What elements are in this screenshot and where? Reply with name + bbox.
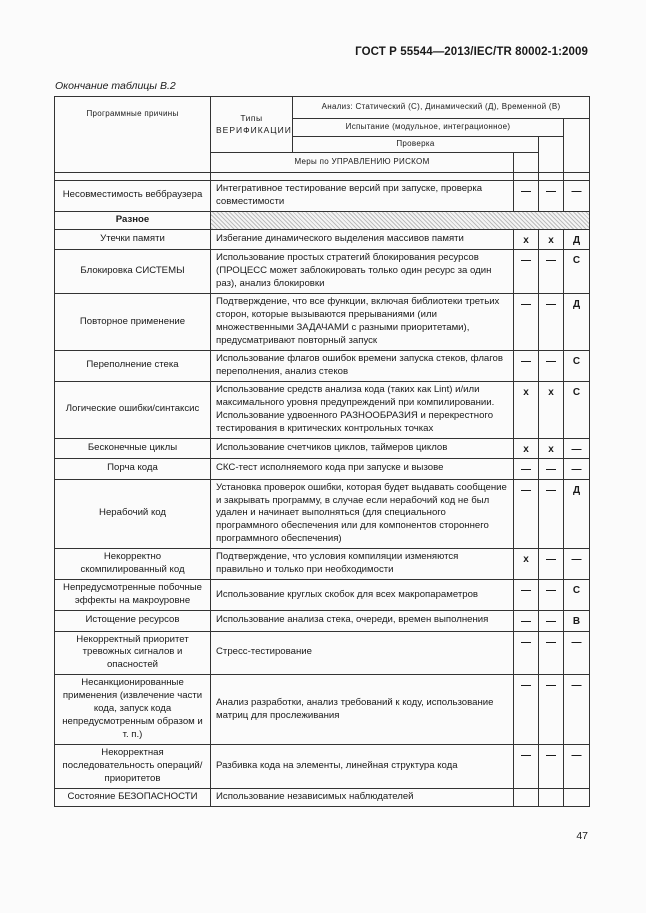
header-causes: Программные причины <box>55 97 211 173</box>
measure-cell: Анализ разработки, анализ требований к коду, использование матриц для прослеживания <box>211 675 514 745</box>
mark-cell-c2: — <box>539 479 564 549</box>
measure-cell: Использование круглых скобок для всех макропараметров <box>211 580 514 611</box>
mark-cell-c1: — <box>514 459 539 480</box>
mark-cell-c3: С <box>564 580 590 611</box>
measure-cell: Использование анализа стека, очереди, времен выполнения <box>211 611 514 632</box>
cause-cell: Блокировка СИСТЕМЫ <box>55 250 211 294</box>
table-row <box>55 611 590 632</box>
measure-cell: Использование простых стратегий блокирования ресурсов (ПРОЦЕСС может заблокировать только один ресурс за один раз), анализ блокировки <box>211 250 514 294</box>
measure-cell: Подтверждение, что условия компиляции изменяются правильно и только при необходимости <box>211 549 514 580</box>
header-measures: Меры по УПРАВЛЕНИЮ РИСКОМ <box>211 153 514 173</box>
mark-cell-c3: С <box>564 350 590 381</box>
table-row <box>55 745 590 789</box>
mark-cell-c1: х <box>514 438 539 459</box>
mark-cell-c2: х <box>539 381 564 438</box>
measure-cell: Использование счетчиков циклов, таймеров циклов <box>211 438 514 459</box>
header-check-col <box>514 153 539 173</box>
cause-cell: Некорректный приоритет тревожных сигналов и опасностей <box>55 631 211 675</box>
mark-cell-c1: — <box>514 745 539 789</box>
section-label: Разное <box>55 211 211 229</box>
measure-cell: Разбивка кода на элементы, линейная структура кода <box>211 745 514 789</box>
mark-cell-c3: Д <box>564 294 590 351</box>
mark-cell-c2 <box>539 788 564 806</box>
mark-cell-c2: х <box>539 438 564 459</box>
cause-cell: Истощение ресурсов <box>55 611 211 632</box>
mark-cell-c3: — <box>564 181 590 212</box>
header-verification-types <box>211 97 293 153</box>
mark-cell-c2: — <box>539 580 564 611</box>
cause-cell: Некорректная последовательность операций/приоритетов <box>55 745 211 789</box>
mark-cell-c1: — <box>514 611 539 632</box>
header-gap <box>55 173 590 181</box>
measure-cell: СКС-тест исполняемого кода при запуске и вызове <box>211 459 514 480</box>
header-analysis: Анализ: Статический (С), Динамический (Д), Временной (В) <box>293 97 590 119</box>
mark-cell-c1: х <box>514 381 539 438</box>
mark-cell-c2: — <box>539 675 564 745</box>
measure-cell: Стресс-тестирование <box>211 631 514 675</box>
measure-cell: Использование независимых наблюдателей <box>211 788 514 806</box>
mark-cell-c3: С <box>564 250 590 294</box>
section-hatch <box>211 211 590 229</box>
mark-cell-c2: х <box>539 229 564 250</box>
table-row <box>55 549 590 580</box>
mark-cell-c3: С <box>564 381 590 438</box>
mark-cell-c2: — <box>539 250 564 294</box>
mark-cell-c3: — <box>564 438 590 459</box>
header-check: Проверка <box>293 137 539 153</box>
verification-table <box>54 96 590 807</box>
cause-cell: Утечки памяти <box>55 229 211 250</box>
table-row <box>55 229 590 250</box>
cause-cell: Переполнение стека <box>55 350 211 381</box>
mark-cell-c3: В <box>564 611 590 632</box>
cause-cell: Состояние БЕЗОПАСНОСТИ <box>55 788 211 806</box>
header-testing-col <box>539 137 564 173</box>
table-row <box>55 631 590 675</box>
table-row <box>55 438 590 459</box>
mark-cell-c3: — <box>564 459 590 480</box>
cause-cell: Некорректно скомпилированный код <box>55 549 211 580</box>
cause-cell: Порча кода <box>55 459 211 480</box>
header-testing: Испытание (модульное, интеграционное) <box>293 119 564 137</box>
mark-cell-c2: — <box>539 611 564 632</box>
table-row <box>55 294 590 351</box>
table-row <box>55 250 590 294</box>
document-id: ГОСТ Р 55544—2013/IEC/TR 80002-1:2009 <box>355 46 588 58</box>
table-row <box>55 788 590 806</box>
mark-cell-c1: — <box>514 294 539 351</box>
mark-cell-c1: — <box>514 631 539 675</box>
header-analysis-col <box>564 119 590 173</box>
mark-cell-c2: — <box>539 745 564 789</box>
table-row <box>55 381 590 438</box>
mark-cell-c2: — <box>539 181 564 212</box>
table-caption: Окончание таблицы В.2 <box>55 80 176 92</box>
mark-cell-c3: — <box>564 549 590 580</box>
mark-cell-c2: — <box>539 631 564 675</box>
header-types-line2: ВЕРИФИКАЦИИ <box>216 124 292 135</box>
table-row <box>55 580 590 611</box>
measure-cell: Установка проверок ошибки, которая будет выдавать сообщение и закрывать программу, в случае если нерабочий код не был удален и начинает выполняться (для специального программного обеспечения или для компонентов стороннего программного обеспечения) <box>211 479 514 549</box>
measure-cell: Избегание динамического выделения массивов памяти <box>211 229 514 250</box>
cause-cell: Непредусмотренные побочные эффекты на макроуровне <box>55 580 211 611</box>
mark-cell-c1 <box>514 788 539 806</box>
mark-cell-c3: — <box>564 631 590 675</box>
page-number: 47 <box>576 830 588 842</box>
mark-cell-c3: — <box>564 745 590 789</box>
mark-cell-c1: — <box>514 580 539 611</box>
measure-cell: Использование флагов ошибок времени запуска стеков, флагов переполнения, анализ стеков <box>211 350 514 381</box>
mark-cell-c2: — <box>539 350 564 381</box>
cause-cell: Нерабочий код <box>55 479 211 549</box>
table-row <box>55 675 590 745</box>
mark-cell-c3: Д <box>564 229 590 250</box>
cause-cell: Логические ошибки/синтаксис <box>55 381 211 438</box>
cause-cell: Повторное применение <box>55 294 211 351</box>
mark-cell-c1: х <box>514 229 539 250</box>
section-row <box>55 211 590 229</box>
table-row <box>55 350 590 381</box>
table-row <box>55 479 590 549</box>
table-row <box>55 181 590 212</box>
table-row <box>55 459 590 480</box>
mark-cell-c1: — <box>514 675 539 745</box>
mark-cell-c2: — <box>539 294 564 351</box>
cause-cell: Бесконечные циклы <box>55 438 211 459</box>
mark-cell-c1: х <box>514 549 539 580</box>
measure-cell: Использование средств анализа кода (таких как Lint) и/или максимального уровня предупреждений при компилировании. Использование удвоенного РАЗНООБРАЗИЯ и перекрестного тестирования в критических контрольных точках <box>211 381 514 438</box>
mark-cell-c3: Д <box>564 479 590 549</box>
mark-cell-c1: — <box>514 479 539 549</box>
mark-cell-c3 <box>564 788 590 806</box>
cause-cell: Несовместимость веббраузера <box>55 181 211 212</box>
cause-cell: Несанкционированные применения (извлечение части кода, запуск кода непредусмотренным образом и т. п.) <box>55 675 211 745</box>
mark-cell-c2: — <box>539 549 564 580</box>
mark-cell-c2: — <box>539 459 564 480</box>
mark-cell-c3: — <box>564 675 590 745</box>
measure-cell: Интегративное тестирование версий при запуске, проверка совместимости <box>211 181 514 212</box>
mark-cell-c1: — <box>514 250 539 294</box>
mark-cell-c1: — <box>514 181 539 212</box>
header-types-line1: Типы <box>240 113 263 124</box>
mark-cell-c1: — <box>514 350 539 381</box>
measure-cell: Подтверждение, что все функции, включая библиотеки третьих сторон, которые вызываются прерываниями (или множественными ЗАДАЧАМИ с разными приоритетами), предусматривают повторный запуск <box>211 294 514 351</box>
